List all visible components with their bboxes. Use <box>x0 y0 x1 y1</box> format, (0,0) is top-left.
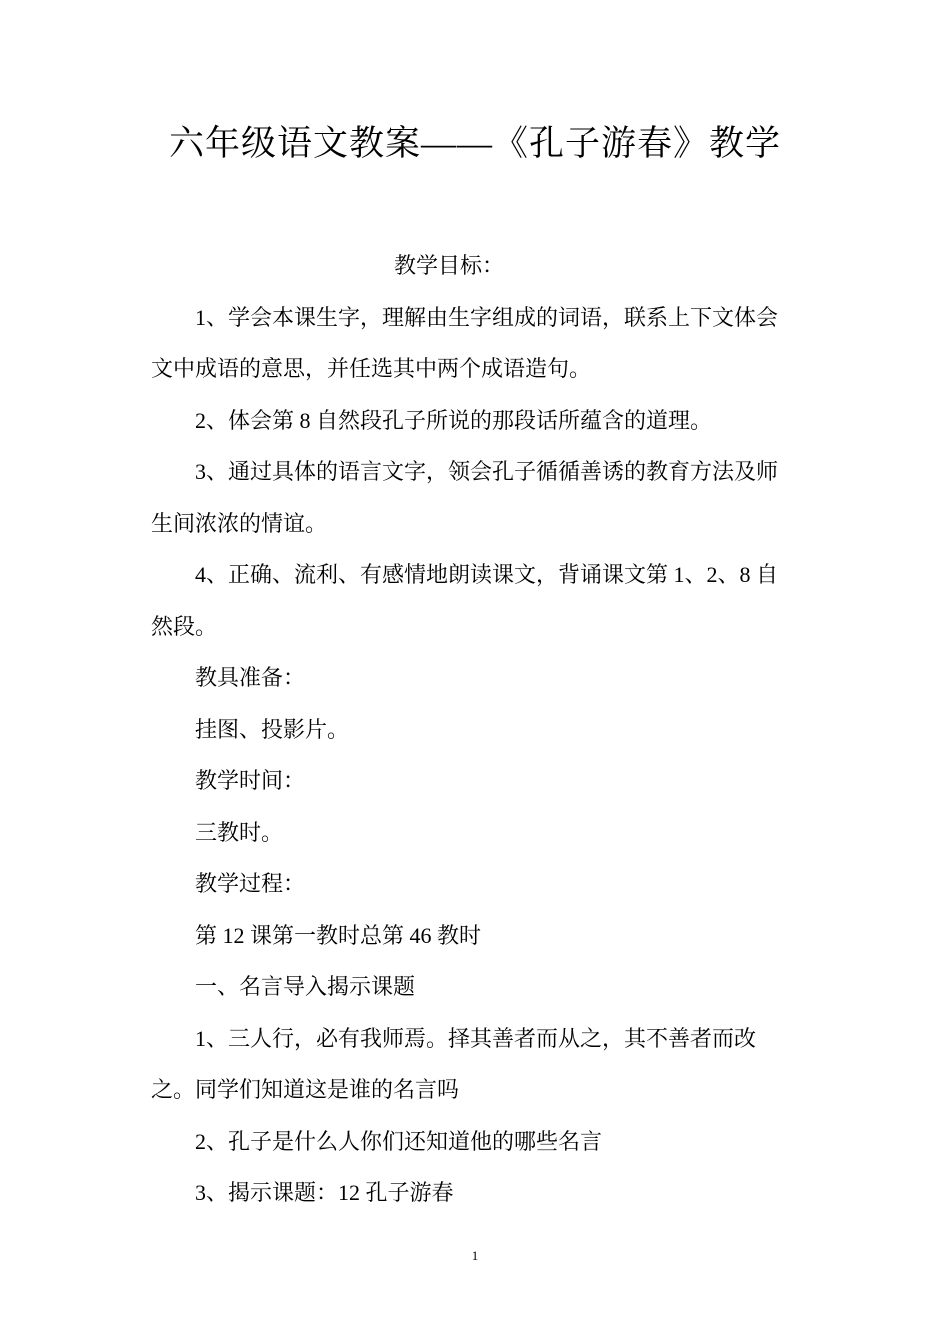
heading-teaching-process: 教学过程： <box>195 871 306 896</box>
page-number: 1 <box>471 1248 479 1263</box>
paragraph-goal-4: 4、正确、流利、有感情地朗读课文，背诵课文第 1、2、8 自然段。 <box>151 562 779 639</box>
paragraph-goal-3: 3、通过具体的语言文字，领会孔子循循善诱的教育方法及师生间浓浓的情谊。 <box>151 459 779 536</box>
section-heading-teaching-goals: 教学目标： <box>393 253 504 278</box>
paragraph-step-1-1: 1、三人行，必有我师焉。择其善者而从之，其不善者而改之。同学们知道这是谁的名言吗 <box>151 1025 757 1102</box>
paragraph-goal-2: 2、体会第 8 自然段孔子所说的那段话所蕴含的道理。 <box>195 407 713 433</box>
heading-step-1: 一、名言导入揭示课题 <box>195 974 416 999</box>
heading-teaching-aids: 教具准备： <box>195 665 306 690</box>
paragraph-teaching-aids: 挂图、投影片。 <box>195 716 350 742</box>
document-title: 六年级语文教案——《孔子游春》教学 <box>168 124 781 163</box>
document-body <box>151 240 799 1219</box>
paragraph-goal-1: 1、学会本课生字，理解由生字组成的词语，联系上下文体会文中成语的意思，并任选其中两个成语造句。 <box>151 304 779 381</box>
paragraph-step-1-3: 3、揭示课题：12 孔子游春 <box>195 1180 454 1205</box>
heading-teaching-time: 教学时间： <box>195 768 306 793</box>
paragraph-teaching-time: 三教时。 <box>195 819 284 845</box>
paragraph-lesson-info: 第 12 课第一教时总第 46 教时 <box>195 922 482 948</box>
paragraph-step-1-2: 2、孔子是什么人你们还知道他的哪些名言 <box>195 1128 603 1154</box>
